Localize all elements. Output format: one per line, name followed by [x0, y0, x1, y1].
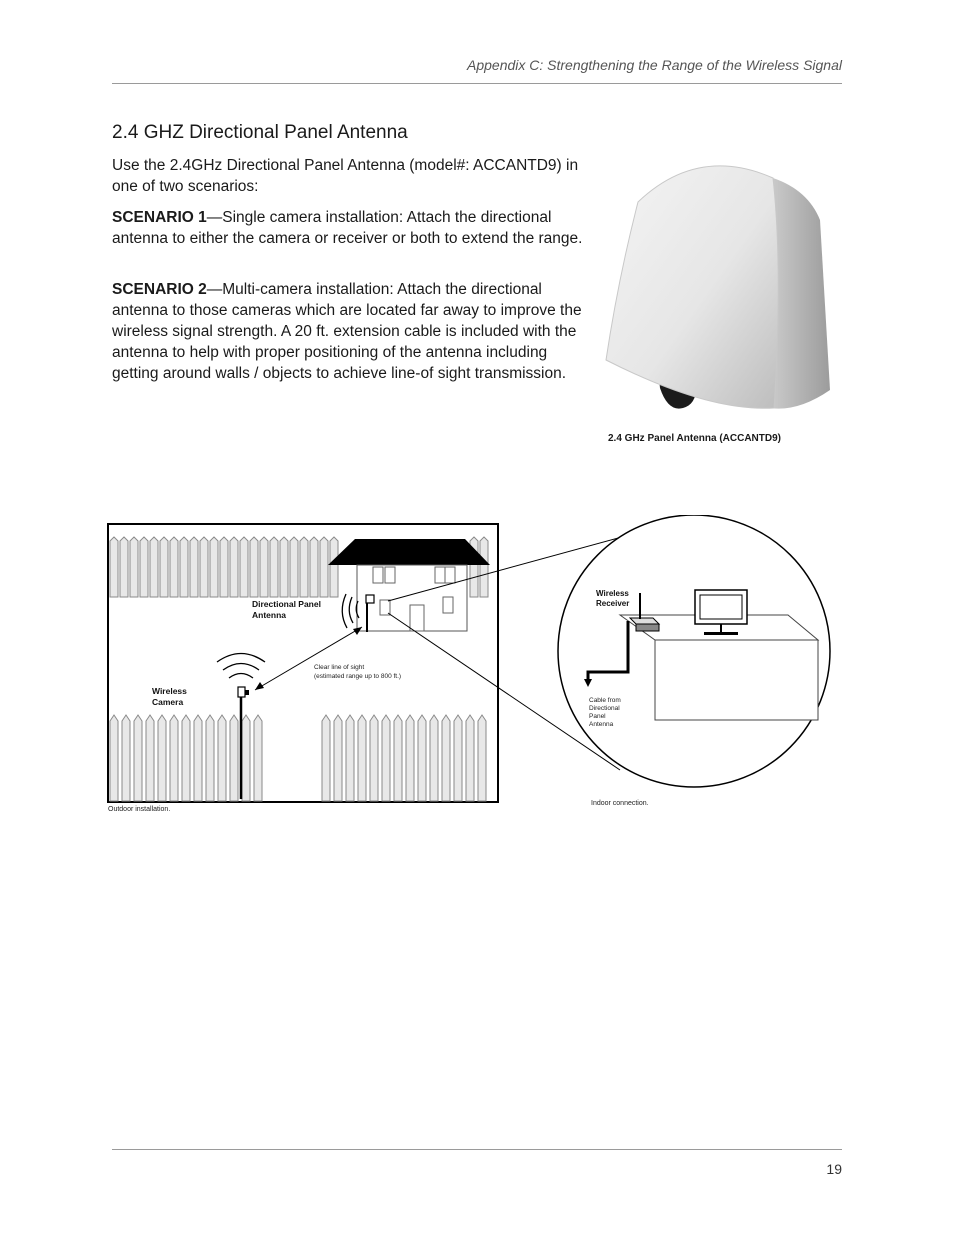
label-camera-1: Wireless [152, 686, 187, 696]
scenario-2-label: SCENARIO 2 [112, 281, 207, 298]
scenario-2-paragraph [112, 279, 592, 384]
label-cable-3: Panel [589, 713, 606, 720]
outdoor-scene [108, 524, 498, 802]
label-camera-2: Camera [152, 697, 184, 707]
running-header: Appendix C: Strengthening the Range of the Wireless Signal [467, 57, 842, 73]
label-receiver-2: Receiver [596, 599, 630, 608]
label-panel-antenna-1: Directional Panel [252, 599, 321, 609]
header-rule [112, 83, 842, 84]
scenario-1-text: —Single camera installation: Attach the directional antenna to either the camera or receiver or both to extend the range. [112, 209, 583, 247]
label-clear-sight-1: Clear line of sight [314, 664, 365, 671]
scenario-2-text: —Multi-camera installation: Attach the directional antenna to those cameras which are located far away to improve the wireless signal strength. A 20 ft. extension cable is included with the antenna to help with proper positioning of the antenna including getting around walls / objects to achieve line-of sight transmission. [112, 281, 582, 382]
label-cable-1: Cable from [589, 697, 621, 704]
page-number: 19 [826, 1161, 842, 1177]
indoor-scene [558, 515, 830, 787]
caption-indoor: Indoor connection. [591, 800, 649, 807]
scenario-1-label: SCENARIO 1 [112, 209, 207, 226]
installation-diagram [100, 515, 840, 820]
caption-outdoor: Outdoor installation. [108, 806, 171, 813]
label-cable-4: Antenna [589, 721, 614, 728]
label-cable-2: Directional [589, 705, 620, 712]
intro-paragraph: Use the 2.4GHz Directional Panel Antenna (model#: ACCANTD9) in one of two scenarios: [112, 157, 579, 195]
label-receiver-1: Wireless [596, 589, 629, 598]
footer-rule [112, 1149, 842, 1150]
figure-caption: 2.4 GHz Panel Antenna (ACCANTD9) [608, 433, 781, 444]
label-panel-antenna-2: Antenna [252, 610, 286, 620]
section-title: 2.4 GHZ Directional Panel Antenna [112, 122, 408, 143]
scenario-1-paragraph [112, 207, 592, 249]
antenna-photo [598, 150, 843, 420]
label-clear-sight-2: (estimated range up to 800 ft.) [314, 673, 402, 680]
